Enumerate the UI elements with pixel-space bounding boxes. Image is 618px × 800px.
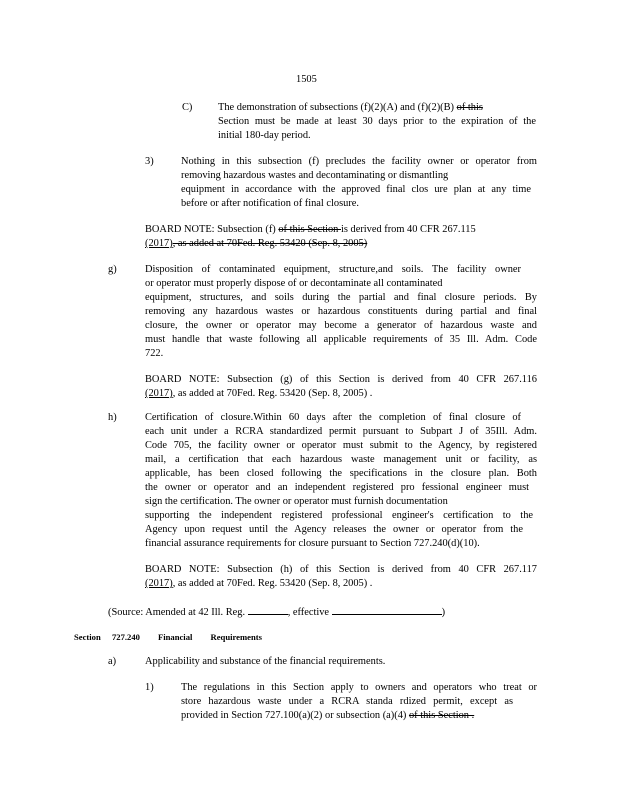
item-a1-line-3: provided in Section 727.100(a)(2) or subsection (a)(4) of this Section .	[181, 710, 475, 721]
item-h-line-8: supporting the independent registered professional engineer's certification to the	[145, 510, 533, 521]
item-h-line-2: each unit under a RCRA standardized permit pursuant to Subpart J of 35Ill. Adm.	[145, 426, 537, 437]
item-c-line-2: Section must be made at least 30 days prior to the expiration of the	[218, 116, 536, 127]
item-h-line-10: financial assurance requirements for closure pursuant to Section 727.240(d)(10).	[145, 538, 480, 549]
item-a-label: a)	[108, 656, 117, 667]
item-c-strike: of this	[456, 102, 483, 113]
item-3-line-4: before or after notification of final closure.	[181, 198, 360, 209]
item-g-line-6: must handle that waste following all applicable requirements of 35 Ill. Adm. Code	[145, 334, 537, 345]
item-a1-line-1: The regulations in this Section apply to owners and operators who treat or	[181, 682, 537, 693]
item-c-label: C)	[182, 102, 193, 113]
item-c-line-3: initial 180-day period.	[218, 130, 311, 141]
item-3-line-2: removing hazardous wastes and decontaminating or dismantling	[181, 170, 449, 181]
item-g-line-7: 722.	[145, 348, 164, 359]
item-g-line-5: closure, the owner or operator may become a generator of hazardous waste and	[145, 320, 537, 331]
item-g-line-2: or operator must properly dispose of or decontaminate all contaminated	[145, 278, 443, 289]
reg-blank	[248, 604, 288, 615]
board-note-g-line-2: (2017), as added at 70Fed. Reg. 53420 (Sep. 8, 2005) .	[145, 388, 373, 399]
item-3-line-1: Nothing in this subsection (f) precludes the facility owner or operator from	[181, 156, 537, 167]
source-line: (Source: Amended at 42 Ill. Reg. , effective )	[108, 604, 445, 619]
board-note-f-line-1: BOARD NOTE: Subsection (f) of this Section is derived from 40 CFR 267.115	[145, 224, 476, 235]
item-c-line-1: The demonstration of subsections (f)(2)(A) and (f)(2)(B) of this	[218, 102, 483, 113]
effective-blank	[332, 604, 442, 615]
item-h-line-5: applicable, has been closed following the specifications in the closure plan. Both	[145, 468, 537, 479]
item-a1-label: 1)	[145, 682, 154, 693]
item-3-label: 3)	[145, 156, 154, 167]
section-heading-number: 727.240	[112, 632, 140, 642]
board-note-f-line-2: (2017), as added at 70Fed. Reg. 53420 (Sep. 8, 2005)	[145, 238, 368, 249]
item-g-label: g)	[108, 264, 117, 275]
item-3-line-3: equipment in accordance with the approved final clos ure plan at any time	[181, 184, 531, 195]
item-h-line-1: Certification of closure.Within 60 days after the completion of final closure of	[145, 412, 521, 423]
page-number: 1505	[296, 74, 317, 85]
item-a1-strike: of this Section .	[408, 710, 475, 721]
section-heading-title: Financial Requirements	[158, 632, 262, 642]
item-h-line-9: Agency upon request until the Agency releases the owner or operator from the	[145, 524, 523, 535]
board-note-g-line-1: BOARD NOTE: Subsection (g) of this Section is derived from 40 CFR 267.116	[145, 374, 537, 385]
item-g-line-4: removing any hazardous wastes or hazardous constituents during partial and final	[145, 306, 537, 317]
item-g-line-1: Disposition of contaminated equipment, structure,and soils. The facility owner	[145, 264, 521, 275]
section-heading-word: Section	[74, 632, 101, 642]
item-a-text: Applicability and substance of the financial requirements.	[145, 656, 386, 667]
board-note-f-strike: of this Section	[278, 224, 341, 235]
board-note-h-line-2: (2017), as added at 70Fed. Reg. 53420 (Sep. 8, 2005) .	[145, 578, 373, 589]
item-a1-line-2: store hazardous waste under a RCRA standa rdized permit, except as	[181, 696, 513, 707]
item-g-line-3: equipment, structures, and soils during the partial and final closure periods. By	[145, 292, 537, 303]
item-h-line-3: Code 705, the facility owner or operator must submit to the Agency, by registered	[145, 440, 537, 451]
item-h-line-6: the owner or operator and an independent registered pro fessional engineer must	[145, 482, 529, 493]
item-h-line-7: sign the certification. The owner or operator must furnish documentation	[145, 496, 448, 507]
item-h-label: h)	[108, 412, 117, 423]
board-note-h-line-1: BOARD NOTE: Subsection (h) of this Section is derived from 40 CFR 267.117	[145, 564, 537, 575]
item-h-line-4: mail, a certification that each hazardous waste management unit or facility, as	[145, 454, 537, 465]
